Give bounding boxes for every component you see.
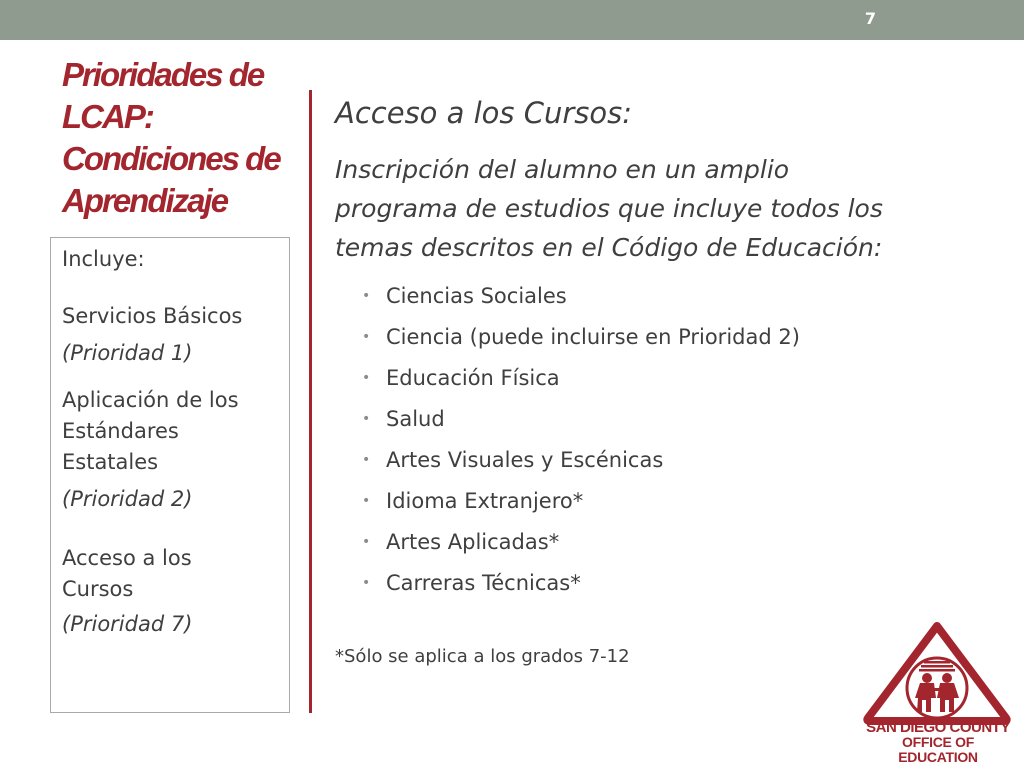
- item-3-priority: (Prioridad 7): [62, 612, 193, 636]
- includes-intro: Incluye:: [62, 247, 145, 271]
- main-intro-line-1: Inscripción del alumno en un amplio: [335, 155, 790, 184]
- list-item-label: Artes Visuales y Escénicas: [386, 448, 664, 472]
- list-item-label: Salud: [386, 407, 445, 431]
- left-title-line-2: LCAP:: [62, 98, 153, 135]
- left-title-line-4: Aprendizaje: [62, 182, 228, 219]
- list-item: [362, 399, 800, 440]
- bullet-icon: •: [362, 411, 371, 427]
- bullet-icon: •: [362, 329, 371, 345]
- bullet-icon: •: [362, 370, 371, 386]
- main-intro: [335, 150, 975, 267]
- item-2-title-line-2: Estándares: [62, 419, 179, 443]
- list-item: [362, 358, 800, 399]
- item-3-title-line-2: Cursos: [62, 577, 134, 601]
- bullet-icon: •: [362, 493, 371, 509]
- slide-number: 7: [864, 9, 876, 28]
- list-item-label: Artes Aplicadas*: [386, 530, 560, 554]
- left-title: [62, 54, 302, 222]
- list-item: [362, 481, 800, 522]
- subject-list: [362, 276, 800, 604]
- bullet-icon: •: [362, 452, 371, 468]
- list-item: [362, 522, 800, 563]
- item-3-title-line-1: Acceso a los: [62, 546, 192, 570]
- bullet-icon: •: [362, 534, 371, 550]
- logo-line-2: OFFICE OF EDUCATION: [898, 734, 978, 765]
- list-item: [362, 317, 800, 358]
- list-item: [362, 563, 800, 604]
- footnote: *Sólo se aplica a los grados 7-12: [335, 646, 630, 667]
- list-item-label: Ciencias Sociales: [386, 284, 567, 308]
- includes-box: [50, 237, 290, 713]
- main-heading: Acceso a los Cursos:: [335, 96, 633, 130]
- left-title-line-1: Prioridades de: [62, 56, 264, 93]
- item-1-title: Servicios Básicos: [62, 304, 243, 328]
- item-2-priority: (Prioridad 2): [62, 487, 193, 511]
- bullet-icon: •: [362, 575, 371, 591]
- item-1-priority: (Prioridad 1): [62, 341, 193, 365]
- list-item-label: Idioma Extranjero*: [386, 489, 584, 513]
- item-2-title-line-1: Aplicación de los: [62, 388, 239, 412]
- list-item: [362, 276, 800, 317]
- top-bar: [0, 0, 1024, 40]
- list-item-label: Ciencia (puede incluirse en Prioridad 2): [386, 325, 800, 349]
- logo-caption: [862, 720, 1014, 765]
- item-2-title-line-3: Estatales: [62, 450, 159, 474]
- list-item: [362, 440, 800, 481]
- list-item-label: Carreras Técnicas*: [386, 571, 581, 595]
- left-title-line-3: Condiciones de: [62, 140, 280, 177]
- list-item-label: Educación Física: [386, 366, 560, 390]
- logo-line-1: SAN DIEGO COUNTY: [866, 719, 1010, 736]
- main-intro-line-3: temas descritos en el Código de Educación:: [335, 233, 883, 262]
- bullet-icon: •: [362, 288, 371, 304]
- vertical-divider: [309, 90, 312, 713]
- main-intro-line-2: programa de estudios que incluye todos los: [335, 194, 883, 223]
